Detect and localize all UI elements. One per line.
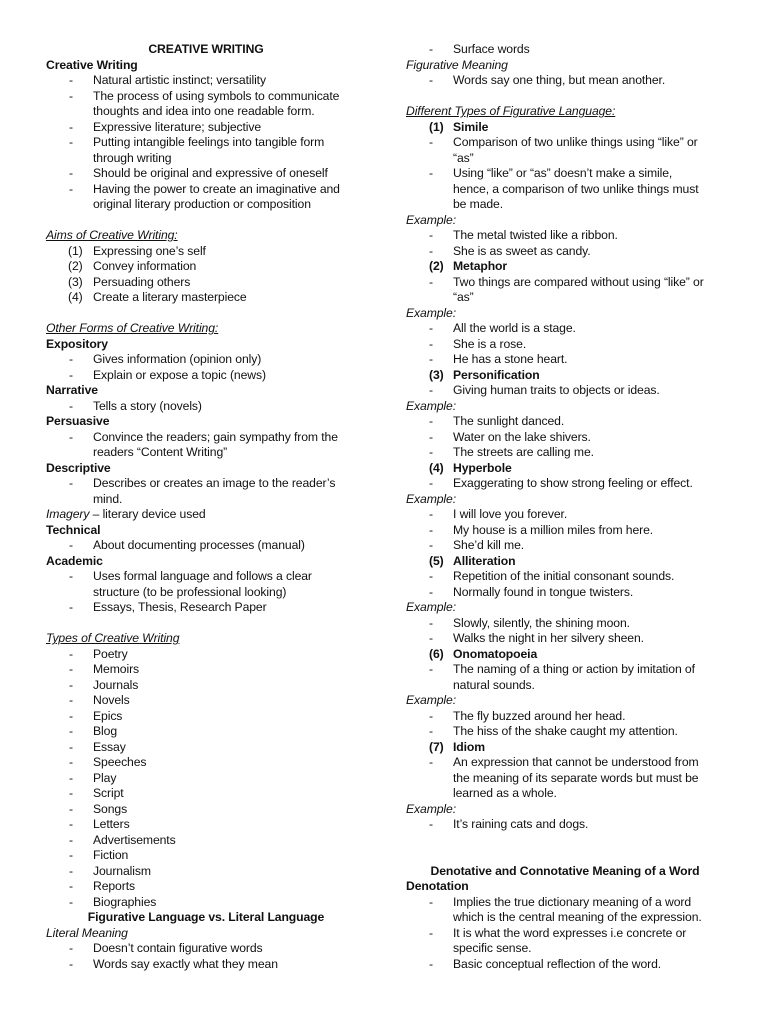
blank-line xyxy=(406,848,724,864)
subheading: Technical xyxy=(46,522,101,537)
bullet-item xyxy=(406,895,724,911)
item-text: Convince the readers; gain sympathy from the xyxy=(93,429,338,444)
item-text: Implies the true dictionary meaning of a word xyxy=(453,894,692,909)
bullet-item xyxy=(406,275,724,291)
continuation-line xyxy=(406,182,724,198)
item-text: Gives information (opinion only) xyxy=(93,352,262,366)
bullet-item xyxy=(406,957,724,973)
underlined-heading: Different Types of Figurative Language: xyxy=(406,104,616,118)
bullet-dash: - xyxy=(429,755,433,769)
bullet-dash: - xyxy=(429,522,433,537)
bullet-item xyxy=(46,879,366,895)
item-text: learned as a whole. xyxy=(453,786,557,800)
bullet-item xyxy=(406,337,724,353)
item-text: structure (to be professional looking) xyxy=(93,584,287,599)
bullet-item xyxy=(406,166,724,182)
continuation-line xyxy=(46,197,366,213)
italic-label: Example: xyxy=(406,212,457,227)
bullet-dash: - xyxy=(69,832,73,847)
item-text: The hiss of the shake caught my attention. xyxy=(453,724,678,738)
bullet-item xyxy=(46,73,366,89)
item-text: The metal twisted like a ribbon. xyxy=(453,228,618,242)
item-text: mind. xyxy=(93,491,123,506)
bullet-item xyxy=(406,817,724,833)
item-text: Expressing one’s self xyxy=(93,243,206,258)
bullet-item xyxy=(406,414,724,430)
continuation-line xyxy=(406,197,724,213)
bullet-item xyxy=(46,709,366,725)
item-text: The streets are calling me. xyxy=(453,445,594,459)
item-text: Convey information xyxy=(93,259,197,273)
item-text: The process of using symbols to communicate xyxy=(93,88,340,103)
bullet-dash: - xyxy=(69,677,73,692)
numbered-heading xyxy=(406,554,724,570)
underlined-heading: Aims of Creative Writing: xyxy=(46,228,178,242)
item-text: Doesn’t contain figurative words xyxy=(93,941,263,955)
bullet-dash: - xyxy=(429,708,433,723)
blank-line xyxy=(46,306,366,322)
blank-line xyxy=(406,89,724,105)
item-text: Idiom xyxy=(453,739,485,754)
bullet-dash: - xyxy=(429,166,433,180)
italic-label: Example: xyxy=(406,305,457,320)
item-text: Poetry xyxy=(93,646,128,661)
item-text: “as” xyxy=(453,290,474,304)
item-text: The sunlight danced. xyxy=(453,414,565,428)
item-text: The fly buzzed around her head. xyxy=(453,708,626,723)
item-text: Advertisements xyxy=(93,832,176,847)
bullet-item xyxy=(46,693,366,709)
bullet-dash: - xyxy=(69,646,73,661)
item-number: (3) xyxy=(429,367,444,382)
bullet-dash: - xyxy=(429,135,433,149)
bullet-dash: - xyxy=(69,755,73,769)
bullet-dash: - xyxy=(429,429,433,444)
bullet-item xyxy=(46,430,366,446)
bullet-item xyxy=(46,833,366,849)
bullet-dash: - xyxy=(429,507,433,521)
bullet-item xyxy=(406,662,724,678)
item-text: Journals xyxy=(93,677,139,692)
subheading: Persuasive xyxy=(46,414,110,428)
bullet-dash: - xyxy=(69,739,73,754)
item-text: Alliteration xyxy=(453,553,516,568)
bullet-item xyxy=(406,73,724,89)
continuation-line xyxy=(406,151,724,167)
item-text: “as” xyxy=(453,150,474,165)
bullet-item xyxy=(406,709,724,725)
bullet-item xyxy=(46,941,366,957)
item-text: be made. xyxy=(453,197,504,211)
item-number: (2) xyxy=(429,259,444,273)
bullet-dash: - xyxy=(69,569,73,583)
item-number: (1) xyxy=(68,243,83,258)
item-text: Explain or expose a topic (news) xyxy=(93,367,266,382)
item-text: Two things are compared without using “like” or xyxy=(453,274,704,289)
item-text: Using “like” or “as” doesn’t make a simile, xyxy=(453,166,673,180)
item-text: Blog xyxy=(93,724,117,738)
item-text: Walks the night in her silvery sheen. xyxy=(453,631,644,645)
continuation-line xyxy=(406,910,724,926)
bullet-item xyxy=(46,957,366,973)
bullet-dash: - xyxy=(429,228,433,242)
item-text: Describes or creates an image to the reader’s xyxy=(93,476,336,490)
bullet-dash: - xyxy=(429,631,433,645)
item-text: An expression that cannot be understood from xyxy=(453,755,699,769)
subheading: Denotation xyxy=(406,879,469,893)
bullet-dash: - xyxy=(69,352,73,366)
bullet-item xyxy=(46,802,366,818)
italic-term: Imagery xyxy=(46,507,90,521)
bullet-dash: - xyxy=(429,615,433,630)
subheading: Descriptive xyxy=(46,460,111,475)
bullet-dash: - xyxy=(69,724,73,738)
item-text: Comparison of two unlike things using “like” or xyxy=(453,135,698,149)
item-text: Songs xyxy=(93,801,128,816)
bullet-item xyxy=(406,507,724,523)
item-text: Metaphor xyxy=(453,259,508,273)
bullet-item xyxy=(406,585,724,601)
item-text: He has a stone heart. xyxy=(453,352,568,366)
item-text: Simile xyxy=(453,119,489,134)
item-text: Natural artistic instinct; versatility xyxy=(93,73,266,87)
numbered-heading xyxy=(406,368,724,384)
bullet-item xyxy=(46,786,366,802)
continuation-line xyxy=(406,290,724,306)
continuation-line xyxy=(406,786,724,802)
blank-line xyxy=(406,833,724,849)
item-text: Novels xyxy=(93,693,130,707)
item-text: natural sounds. xyxy=(453,677,535,692)
item-text: She is as sweet as candy. xyxy=(453,243,591,258)
bullet-item xyxy=(46,368,366,384)
bullet-item xyxy=(46,135,366,151)
bullet-dash: - xyxy=(69,786,73,800)
bullet-dash: - xyxy=(429,383,433,397)
item-number: (1) xyxy=(429,119,444,134)
item-text: It is what the word expresses i.e concrete or xyxy=(453,925,687,940)
bullet-dash: - xyxy=(69,73,73,87)
bullet-item xyxy=(46,740,366,756)
underlined-heading: Other Forms of Creative Writing: xyxy=(46,321,219,335)
bullet-dash: - xyxy=(429,336,433,351)
numbered-heading xyxy=(406,259,724,275)
bullet-item xyxy=(406,42,724,58)
bullet-dash: - xyxy=(429,817,433,831)
item-text: original literary production or composition xyxy=(93,197,311,211)
bullet-item xyxy=(46,848,366,864)
continuation-line xyxy=(406,678,724,694)
italic-label: Example: xyxy=(406,398,457,413)
section-title: Denotative and Connotative Meaning of a Word xyxy=(430,863,700,878)
item-text: Water on the lake shivers. xyxy=(453,429,591,444)
numbered-heading xyxy=(406,120,724,136)
bullet-dash: - xyxy=(429,414,433,428)
bullet-item xyxy=(46,569,366,585)
term-description: – literary device used xyxy=(89,507,206,521)
item-text: Having the power to create an imaginative and xyxy=(93,181,340,196)
italic-label: Example: xyxy=(406,600,457,614)
continuation-line xyxy=(406,941,724,957)
item-text: Words say exactly what they mean xyxy=(93,956,278,971)
bullet-item xyxy=(46,399,366,415)
item-text: Giving human traits to objects or ideas. xyxy=(453,383,660,397)
bullet-item xyxy=(406,383,724,399)
bullet-dash: - xyxy=(69,770,73,785)
bullet-dash: - xyxy=(69,538,73,552)
numbered-heading xyxy=(406,740,724,756)
underlined-heading: Types of Creative Writing xyxy=(46,631,180,645)
item-text: hence, a comparison of two unlike things must xyxy=(453,181,699,196)
item-text: Hyperbole xyxy=(453,460,512,475)
item-number: (4) xyxy=(429,460,444,475)
numbered-item xyxy=(46,259,366,275)
bullet-item xyxy=(406,476,724,492)
bullet-dash: - xyxy=(69,708,73,723)
bullet-dash: - xyxy=(429,274,433,289)
item-text: The naming of a thing or action by imitation of xyxy=(453,662,695,676)
continuation-line xyxy=(46,585,366,601)
item-text: Essay xyxy=(93,739,126,754)
bullet-dash: - xyxy=(69,817,73,831)
item-number: (7) xyxy=(429,739,444,754)
bullet-item xyxy=(46,662,366,678)
bullet-item xyxy=(406,352,724,368)
item-text: Fiction xyxy=(93,848,129,862)
item-text: Uses formal language and follows a clear xyxy=(93,569,312,583)
item-text: Memoirs xyxy=(93,662,140,676)
bullet-item xyxy=(46,352,366,368)
bullet-item xyxy=(406,445,724,461)
bullet-item xyxy=(46,600,366,616)
bullet-item xyxy=(406,755,724,771)
item-text: which is the central meaning of the expression. xyxy=(453,910,702,924)
continuation-line xyxy=(46,104,366,120)
italic-label: Example: xyxy=(406,693,457,707)
bullet-dash: - xyxy=(69,88,73,103)
bullet-dash: - xyxy=(69,166,73,180)
bullet-item xyxy=(406,538,724,554)
item-text: Reports xyxy=(93,879,135,893)
bullet-dash: - xyxy=(69,863,73,878)
item-text: About documenting processes (manual) xyxy=(93,538,305,552)
bullet-dash: - xyxy=(69,693,73,707)
bullet-dash: - xyxy=(429,956,433,971)
item-text: Words say one thing, but mean another. xyxy=(453,73,666,87)
subheading: Creative Writing xyxy=(46,57,138,72)
subheading: Narrative xyxy=(46,383,98,397)
numbered-item xyxy=(46,244,366,260)
bullet-item xyxy=(46,182,366,198)
numbered-heading xyxy=(406,461,724,477)
item-text: Create a literary masterpiece xyxy=(93,290,247,304)
bullet-item xyxy=(406,244,724,260)
item-text: thoughts and idea into one readable form. xyxy=(93,104,315,118)
continuation-line xyxy=(46,445,366,461)
bullet-item xyxy=(406,616,724,632)
item-text: Persuading others xyxy=(93,274,191,289)
bullet-item xyxy=(46,120,366,136)
item-text: Personification xyxy=(453,367,540,382)
item-number: (6) xyxy=(429,646,444,661)
bullet-dash: - xyxy=(429,569,433,583)
bullet-item xyxy=(46,538,366,554)
bullet-item xyxy=(46,678,366,694)
continuation-line xyxy=(46,492,366,508)
item-text: Putting intangible feelings into tangible form xyxy=(93,135,325,149)
item-text: Speeches xyxy=(93,755,147,769)
bullet-dash: - xyxy=(69,429,73,444)
left-column xyxy=(46,42,366,972)
bullet-item xyxy=(406,724,724,740)
item-text: Slowly, silently, the shining moon. xyxy=(453,615,630,630)
item-text: readers “Content Writing” xyxy=(93,445,228,459)
bullet-item xyxy=(46,755,366,771)
numbered-item xyxy=(46,275,366,291)
bullet-item xyxy=(406,135,724,151)
item-text: Biographies xyxy=(93,894,157,909)
bullet-dash: - xyxy=(69,894,73,909)
item-text: Script xyxy=(93,786,124,800)
bullet-item xyxy=(46,89,366,105)
bullet-dash: - xyxy=(429,352,433,366)
item-number: (3) xyxy=(68,274,83,289)
bullet-dash: - xyxy=(429,538,433,552)
numbered-item xyxy=(46,290,366,306)
bullet-dash: - xyxy=(429,42,433,56)
bullet-dash: - xyxy=(69,956,73,971)
item-number: (2) xyxy=(68,259,83,273)
item-text: Exaggerating to show strong feeling or effect. xyxy=(453,476,693,490)
bullet-dash: - xyxy=(429,662,433,676)
bullet-dash: - xyxy=(69,119,73,134)
continuation-line xyxy=(46,151,366,167)
bullet-dash: - xyxy=(429,73,433,87)
bullet-dash: - xyxy=(69,941,73,955)
continuation-line xyxy=(406,771,724,787)
item-text: Tells a story (novels) xyxy=(93,398,202,413)
item-text: All the world is a stage. xyxy=(453,321,576,335)
bullet-item xyxy=(406,631,724,647)
bullet-item xyxy=(406,523,724,539)
bullet-dash: - xyxy=(69,662,73,676)
bullet-dash: - xyxy=(69,135,73,149)
bullet-item xyxy=(46,895,366,911)
item-text: Essays, Thesis, Research Paper xyxy=(93,600,267,614)
item-text: She is a rose. xyxy=(453,336,527,351)
bullet-dash: - xyxy=(69,181,73,196)
bullet-dash: - xyxy=(429,894,433,909)
bullet-dash: - xyxy=(429,476,433,490)
bullet-dash: - xyxy=(69,801,73,816)
bullet-item xyxy=(46,817,366,833)
italic-label: Example: xyxy=(406,801,457,816)
bullet-dash: - xyxy=(69,848,73,862)
bullet-dash: - xyxy=(69,367,73,382)
bullet-item xyxy=(46,647,366,663)
bullet-item xyxy=(406,926,724,942)
bullet-dash: - xyxy=(429,445,433,459)
item-text: through writing xyxy=(93,150,172,165)
item-number: (4) xyxy=(68,290,83,304)
bullet-item xyxy=(406,430,724,446)
subheading: Expository xyxy=(46,336,108,351)
item-text: Repetition of the initial consonant sounds. xyxy=(453,569,675,583)
mixed-line xyxy=(46,507,366,523)
italic-label: Literal Meaning xyxy=(46,925,128,940)
item-text: Letters xyxy=(93,817,130,831)
bullet-item xyxy=(406,321,724,337)
bullet-item xyxy=(406,569,724,585)
bullet-dash: - xyxy=(429,243,433,258)
subheading: Academic xyxy=(46,553,103,568)
item-text: Journalism xyxy=(93,863,151,878)
bullet-item xyxy=(46,771,366,787)
section-title: CREATIVE WRITING xyxy=(148,42,264,56)
bullet-item xyxy=(46,864,366,880)
bullet-item xyxy=(46,476,366,492)
item-text: She’d kill me. xyxy=(453,538,525,552)
item-text: Should be original and expressive of oneself xyxy=(93,166,328,180)
bullet-item xyxy=(46,166,366,182)
item-text: Expressive literature; subjective xyxy=(93,119,262,134)
bullet-item xyxy=(406,228,724,244)
italic-label: Figurative Meaning xyxy=(406,57,508,72)
section-title: Figurative Language vs. Literal Language xyxy=(87,910,325,924)
item-text: My house is a million miles from here. xyxy=(453,522,654,537)
item-number: (5) xyxy=(429,553,444,568)
italic-label: Example: xyxy=(406,491,457,506)
item-text: It’s raining cats and dogs. xyxy=(453,817,589,831)
bullet-dash: - xyxy=(429,321,433,335)
item-text: Epics xyxy=(93,708,123,723)
numbered-heading xyxy=(406,647,724,663)
bullet-dash: - xyxy=(429,724,433,738)
bullet-dash: - xyxy=(429,584,433,599)
bullet-dash: - xyxy=(429,925,433,940)
item-text: specific sense. xyxy=(453,941,532,955)
bullet-dash: - xyxy=(69,600,73,614)
item-text: Surface words xyxy=(453,42,530,56)
blank-line xyxy=(46,213,366,229)
item-text: I will love you forever. xyxy=(453,507,568,521)
item-text: Normally found in tongue twisters. xyxy=(453,584,634,599)
bullet-dash: - xyxy=(69,476,73,490)
right-column xyxy=(406,42,724,972)
bullet-dash: - xyxy=(69,398,73,413)
blank-line xyxy=(46,616,366,632)
item-text: Play xyxy=(93,770,117,785)
bullet-item xyxy=(46,724,366,740)
item-text: the meaning of its separate words but must be xyxy=(453,770,699,785)
item-text: Basic conceptual reflection of the word. xyxy=(453,956,662,971)
item-text: Onomatopoeia xyxy=(453,646,538,661)
bullet-dash: - xyxy=(69,879,73,893)
